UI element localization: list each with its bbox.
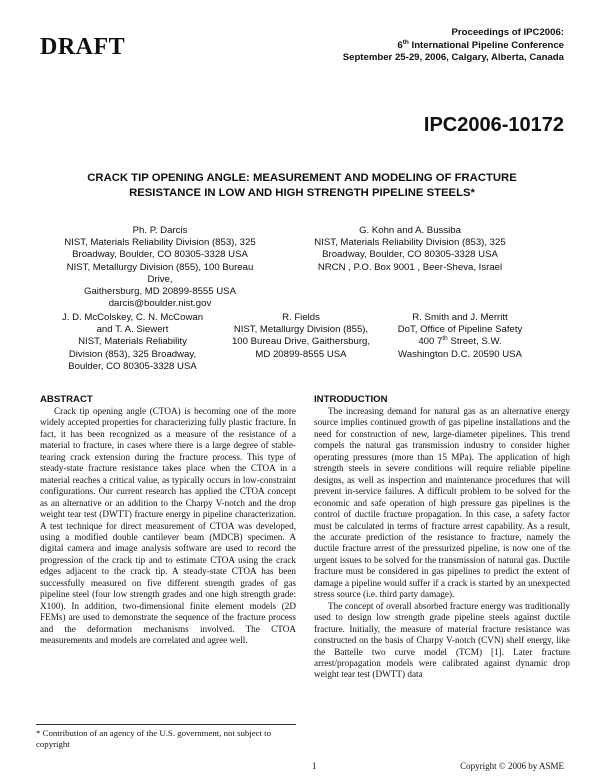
author-affiliation: Gaithersburg, MD 20899-8555 USA [84,286,236,298]
author-block-mccolskey [40,312,225,373]
paper-title [40,171,564,200]
title-line-2: RESISTANCE IN LOW AND HIGH STRENGTH PIPELINE STEELS* [129,186,475,199]
introduction-body [314,406,570,681]
abstract-body [40,406,296,647]
introduction-heading: INTRODUCTION [314,394,388,405]
author-address: Washington D.C. 20590 USA [398,348,522,360]
proceedings-line-3: September 25-29, 2006, Calgary, Alberta, Canada [342,52,564,63]
author-affiliation: 100 Bureau Drive, Gaithersburg, [231,336,371,348]
author-affiliation: MD 20899-8555 USA [255,348,347,360]
proceedings-info [264,27,564,65]
author-affiliation: Boulder, CO 80305-3328 USA [68,360,197,372]
proceedings-line-2: 6th International Pipeline Conference [397,38,564,51]
author-affiliation: Broadway, Boulder, CO 80305-3328 USA [72,249,248,261]
author-affiliation: Division (853), 325 Broadway, [68,348,197,360]
author-name: J. D. McColskey, C. N. McCowan [61,312,204,323]
author-affiliation: NIST, Metallurgy Division (855), 100 Bureau Drive, [66,261,254,285]
footnote: * Contribution of an agency of the U.S. government, not subject to copyright [36,728,272,749]
author-affiliation: Broadway, Boulder, CO 80305-3328 USA [322,249,498,261]
introduction-paragraph: The increasing demand for natural gas as an alternative energy source implies continued growth of gas pipeline installations and the need for construction of new, large-diameter pipelines. This trend compels the natural gas transmission industry to consider higher operating pressures (more than 15 MPa). The application of high strength steels in severe conditions will require reliable pipeline designs, as well as inspection and maintenance procedures that will prevent in-service failures. A difficult problem to be solved for the economic and safe operation of high pressure gas pipelines is the control of ductile fracture propagation. In this case, a safety factor must be calculated in terms of fracture arrest capability. As a result, the accurate prediction of the resistance to fracture, namely the ductile fracture arrest of the pressurized pipeline, is now one of the urgent issues to be solved for the transmission of natural gas. Ductile fracture must be considered in gas pipelines to predict the extent of damage a pipeline would suffer if a crack is started by an unexpected stress source (i.e. third party damage). [314,406,570,600]
author-affiliation: NRCN , P.O. Box 9001 , Beer-Sheva, Israel [317,261,503,273]
introduction-paragraph: The concept of overall absorbed fracture energy was traditionally used to design low strength grade pipeline steels against ductile fracture. Initially, the measure of material fracture resistance was constructed on the basis of Charpy V-notch (CVN) shelf energy, like the Battelle two curve model (TCM) [1]. Later fracture arrest/propagation models were calibrated against dynamic drop weight tear test (DWTT) data [314,600,570,680]
abstract-paragraph: Crack tip opening angle (CTOA) is becoming one of the more widely accepted properties for characterizing fully plastic fracture. In fact, it has been recognized as a measure of the resistance of a material to fracture, in cases where there is a large degree of stable-tearing crack extension during the fracture process. This type of steady-state fracture resistance takes place when the CTOA in a material reaches a critical value, as typically occurs in low-constraint configurations. Our current research has applied the CTOA concept as an alternative or an addition to the Charpy V-notch and the drop weight tear test (DWTT) fracture energy in pipeline characterization. A test technique for direct measurement of CTOA was developed, using a modified double cantilever beam (MDCB) specimen. A digital camera and image analysis software are used to record the progression of the crack tip and to estimate CTOA using the crack edges adjacent to the crack tip. A steady-state CTOA has been successfully measured on five different strength grades of gas pipeline steel (four low strength grades and one high strength grade: X100). In addition, two-dimensional finite element models (2D FEMs) are used to demonstrate the sequence of the fracture process and the deformation mechanisms involved. The CTOA measurements and models are correlated and agree well. [40,406,296,646]
author-affiliation: DoT, Office of Pipeline Safety [397,324,523,336]
author-name: Ph. P. Darcis [132,225,188,236]
page-number: 1 [312,761,317,771]
author-affiliation: NIST, Materials Reliability Division (853), 325 [314,237,506,249]
proceedings-line-1: Proceedings of IPC2006: [451,27,564,38]
author-name: R. Smith and J. Merritt [412,312,508,323]
author-block-darcis [60,225,260,310]
author-name: G. Kohn and A. Bussiba [359,225,461,236]
author-affiliation: NIST, Materials Reliability [78,336,187,348]
author-name: and T. A. Siewert [96,324,169,336]
copyright: Copyright © 2006 by ASME [460,761,564,771]
author-affiliation: NIST, Materials Reliability Division (853), 325 [64,237,256,249]
author-block-smith-merritt [372,312,548,361]
author-block-kohn-bussiba [305,225,515,274]
author-name: R. Fields [282,312,320,323]
title-line-1: CRACK TIP OPENING ANGLE: MEASUREMENT AND MODELING OF FRACTURE [87,172,517,184]
author-address: 400 7th Street, S.W. [418,335,502,348]
paper-number: IPC2006-10172 [423,114,564,136]
author-email: darcis@boulder.nist.gov [108,298,212,310]
footnote-rule [36,724,296,725]
author-affiliation: NIST, Metallurgy Division (855), [233,324,369,336]
abstract-heading: ABSTRACT [40,394,93,405]
draft-label: DRAFT [40,34,126,60]
author-block-fields [218,312,384,361]
